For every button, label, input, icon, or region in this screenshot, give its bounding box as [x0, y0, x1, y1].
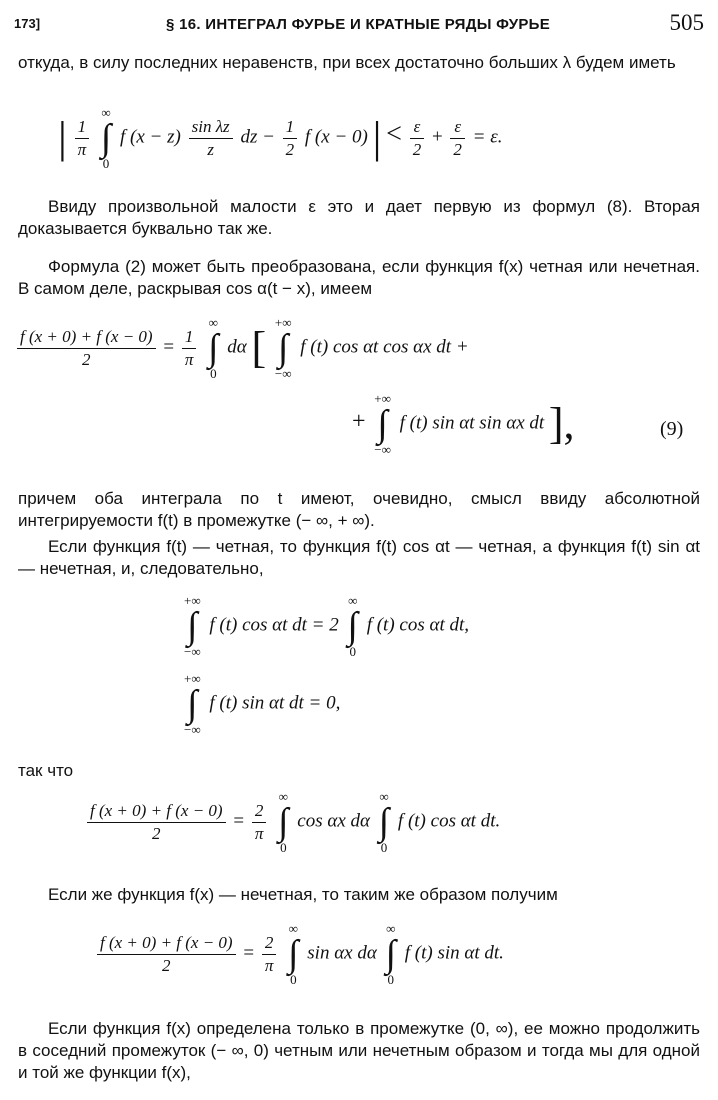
formula-9-line-1 — [14, 316, 469, 380]
fraction: $\frac{1}{\pi}$ — [75, 116, 90, 161]
formula-cosine-transform — [84, 790, 500, 854]
paragraph-3: Формула (2) может быть преобразована, если функция f(x) четная или нечетная. В самом деле, раскрывая cos α(t − x), имеем — [18, 257, 700, 298]
term: f (t) sin αt sin αx dt — [399, 412, 545, 434]
paragraph-7: Если же функция f(x) — нечетная, то таким же образом получим — [48, 885, 558, 904]
paragraph-5: Если функция f(t) — четная, то функция f(t) cos αt — четная, а функция f(t) sin αt — нечетная, и, следовательно, — [18, 537, 700, 578]
fraction: $\frac{\varepsilon}{2}$ — [450, 116, 465, 161]
integral-sign: +∞ ∫ −∞ — [184, 671, 201, 737]
bracket-left: [ — [251, 323, 267, 372]
integral-sign: +∞ ∫ −∞ — [184, 593, 201, 659]
integral-sign: ∞ ∫ 0 — [385, 921, 397, 987]
lhs-fraction: $\frac{f (x + 0) + f (x - 0)}{2}$ — [17, 326, 156, 371]
integral-sign: +∞ ∫ −∞ — [374, 391, 391, 457]
paragraph-8: Если функция f(x) определена только в промежутке (0, ∞), ее можно продолжить в соседний промежуток (− ∞, 0) четным или нечетным образом и тогда мы для одной и той же функции f(x), — [18, 1019, 700, 1082]
result: = ε. — [472, 126, 503, 148]
term: f (x − 0) — [304, 126, 368, 148]
formula-limit-estimate — [58, 106, 502, 170]
integral-sign: ∞ ∫ 0 — [378, 789, 390, 855]
integral-sign: ∞ ∫ 0 — [100, 105, 112, 171]
differential: dz − — [240, 126, 275, 148]
term: f (t) cos αt dt, — [366, 614, 470, 636]
page-number: 505 — [669, 10, 704, 35]
formula-sine-transform — [94, 922, 504, 986]
bracket-right: ], — [548, 399, 575, 448]
equals-sign: = — [163, 336, 175, 358]
integral-sign: ∞ ∫ 0 — [278, 789, 289, 855]
running-header — [12, 10, 704, 42]
less-than: < — [386, 118, 402, 150]
section-marker: 173] — [14, 16, 41, 31]
fraction: $\frac{2}{\pi}$ — [262, 932, 277, 977]
fraction: $\frac{1}{2}$ — [283, 116, 298, 161]
lhs-fraction: $\frac{f (x + 0) + f (x - 0)}{2}$ — [87, 800, 226, 845]
running-title: § 16. ИНТЕГРАЛ ФУРЬЕ И КРАТНЫЕ РЯДЫ ФУРЬЕ — [165, 16, 551, 33]
formula-9-line-2 — [352, 392, 575, 456]
plus-sign: + — [352, 408, 366, 435]
term: f (t) cos αt cos αx dt + — [300, 336, 469, 358]
term: sin αx dα — [307, 942, 377, 964]
equals-sign: = — [243, 942, 255, 964]
abs-bar-right: | — [372, 113, 382, 162]
term: cos αx dα — [297, 810, 370, 832]
fraction: $\frac{\text{sin λz}}{z}$ — [189, 116, 233, 161]
differential: dα — [227, 336, 247, 358]
paragraph-1: откуда, в силу последних неравенств, при всех достаточно больших λ будем иметь — [18, 53, 676, 72]
lhs-fraction: $\frac{f (x + 0) + f (x - 0)}{2}$ — [97, 932, 236, 977]
integral-sign: ∞ ∫ 0 — [347, 593, 358, 659]
formula-odd — [180, 672, 340, 736]
formula-even — [180, 594, 469, 658]
term: f (t) sin αt dt. — [404, 942, 504, 964]
integrand: f (x − z) — [120, 126, 181, 148]
paragraph-4: причем оба интеграла по t имеют, очевидно, смысл ввиду абсолютной интегрируемости f(t) в промежутке (− ∞, + ∞). — [18, 489, 700, 530]
equals-sign: = — [233, 810, 245, 832]
integral-sign: ∞ ∫ 0 — [208, 315, 219, 381]
term: f (t) cos αt dt. — [397, 810, 501, 832]
fraction: $\frac{2}{\pi}$ — [252, 800, 267, 845]
integral-sign: +∞ ∫ −∞ — [274, 315, 292, 381]
paragraph-6: так что — [18, 761, 74, 780]
equation-number: (9) — [660, 418, 684, 440]
abs-bar-left: | — [58, 113, 67, 162]
integral-sign: ∞ ∫ 0 — [288, 921, 299, 987]
fraction: $\frac{\varepsilon}{2}$ — [410, 116, 425, 161]
paragraph-2: Ввиду произвольной малости ε это и дает первую из формул (8). Вторая доказывается буквально так же. — [18, 197, 700, 238]
plus-sign: + — [431, 126, 443, 148]
term: f (t) cos αt dt = 2 — [209, 614, 339, 636]
term: f (t) sin αt dt = 0, — [209, 692, 341, 714]
fraction: $\frac{1}{\pi}$ — [182, 326, 197, 371]
